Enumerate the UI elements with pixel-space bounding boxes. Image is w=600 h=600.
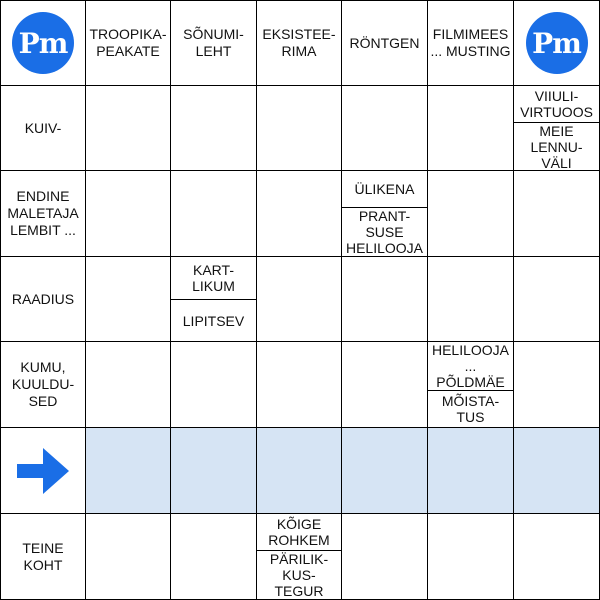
logo-cell-right bbox=[514, 0, 600, 86]
answer-cell[interactable] bbox=[342, 257, 428, 342]
clue-cell-split bbox=[171, 257, 257, 342]
solution-cell[interactable] bbox=[514, 428, 600, 514]
answer-cell[interactable] bbox=[342, 342, 428, 428]
answer-cell[interactable] bbox=[428, 171, 514, 257]
answer-cell[interactable] bbox=[514, 342, 600, 428]
clue-top: VIIULI- VIRTUOOS bbox=[514, 86, 599, 123]
answer-cell[interactable] bbox=[86, 257, 171, 342]
clue-cell-split bbox=[342, 171, 428, 257]
clue-top: KÕIGE ROHKEM bbox=[257, 514, 341, 551]
clue-bottom: MEIE LENNU- VÄLI bbox=[530, 123, 583, 171]
answer-cell[interactable] bbox=[514, 171, 600, 257]
header-clue-1: TROOPIKA- PEAKATE bbox=[86, 0, 171, 86]
answer-cell[interactable] bbox=[171, 171, 257, 257]
row-clue-1: KUIV- bbox=[0, 86, 86, 171]
row-clue-3: RAADIUS bbox=[0, 257, 86, 342]
pm-logo: Pm bbox=[526, 12, 588, 74]
arrow-cell bbox=[0, 428, 86, 514]
answer-cell[interactable] bbox=[86, 86, 171, 171]
solution-cell[interactable] bbox=[428, 428, 514, 514]
clue-cell-split bbox=[257, 514, 342, 600]
clue-cell-split bbox=[428, 342, 514, 428]
row-clue-6: TEINE KOHT bbox=[0, 514, 86, 600]
solution-cell[interactable] bbox=[86, 428, 171, 514]
logo-cell-left bbox=[0, 0, 86, 86]
answer-cell[interactable] bbox=[257, 257, 342, 342]
header-clue-2: SÕNUMI- LEHT bbox=[171, 0, 257, 86]
answer-cell[interactable] bbox=[171, 514, 257, 600]
clue-cell-split bbox=[514, 86, 600, 171]
answer-cell[interactable] bbox=[514, 514, 600, 600]
answer-cell[interactable] bbox=[86, 342, 171, 428]
clue-bottom: LIPITSEV bbox=[182, 312, 245, 329]
solution-cell[interactable] bbox=[342, 428, 428, 514]
answer-cell[interactable] bbox=[428, 257, 514, 342]
header-clue-5: FILMIMEES ... MUSTING bbox=[428, 0, 514, 86]
answer-cell[interactable] bbox=[171, 86, 257, 171]
clue-top: ÜLIKENA bbox=[342, 171, 427, 208]
clue-bottom: MÕISTA- TUS bbox=[441, 393, 500, 425]
answer-cell[interactable] bbox=[257, 171, 342, 257]
answer-cell[interactable] bbox=[514, 257, 600, 342]
row-clue-4: KUMU, KUULDU- SED bbox=[0, 342, 86, 428]
answer-cell[interactable] bbox=[257, 86, 342, 171]
header-clue-3: EKSISTEE- RIMA bbox=[257, 0, 342, 86]
solution-cell[interactable] bbox=[171, 428, 257, 514]
row-clue-2: ENDINE MALETAJA LEMBIT ... bbox=[0, 171, 86, 257]
answer-cell[interactable] bbox=[257, 342, 342, 428]
clue-bottom: PRANT- SUSE HELILOOJA bbox=[345, 208, 424, 256]
clue-bottom: PÄRILIK- KUS- TEGUR bbox=[269, 551, 329, 599]
answer-cell[interactable] bbox=[86, 514, 171, 600]
answer-cell[interactable] bbox=[428, 514, 514, 600]
right-arrow-icon bbox=[15, 446, 71, 496]
solution-cell[interactable] bbox=[257, 428, 342, 514]
answer-cell[interactable] bbox=[428, 86, 514, 171]
answer-cell[interactable] bbox=[342, 514, 428, 600]
answer-cell[interactable] bbox=[342, 86, 428, 171]
pm-logo: Pm bbox=[12, 12, 74, 74]
answer-cell[interactable] bbox=[171, 342, 257, 428]
clue-top: HELILOOJA ... PÕLDMÄE bbox=[428, 342, 513, 391]
answer-cell[interactable] bbox=[86, 171, 171, 257]
header-clue-4: RÖNTGEN bbox=[342, 0, 428, 86]
clue-top: KART- LIKUM bbox=[171, 257, 256, 300]
